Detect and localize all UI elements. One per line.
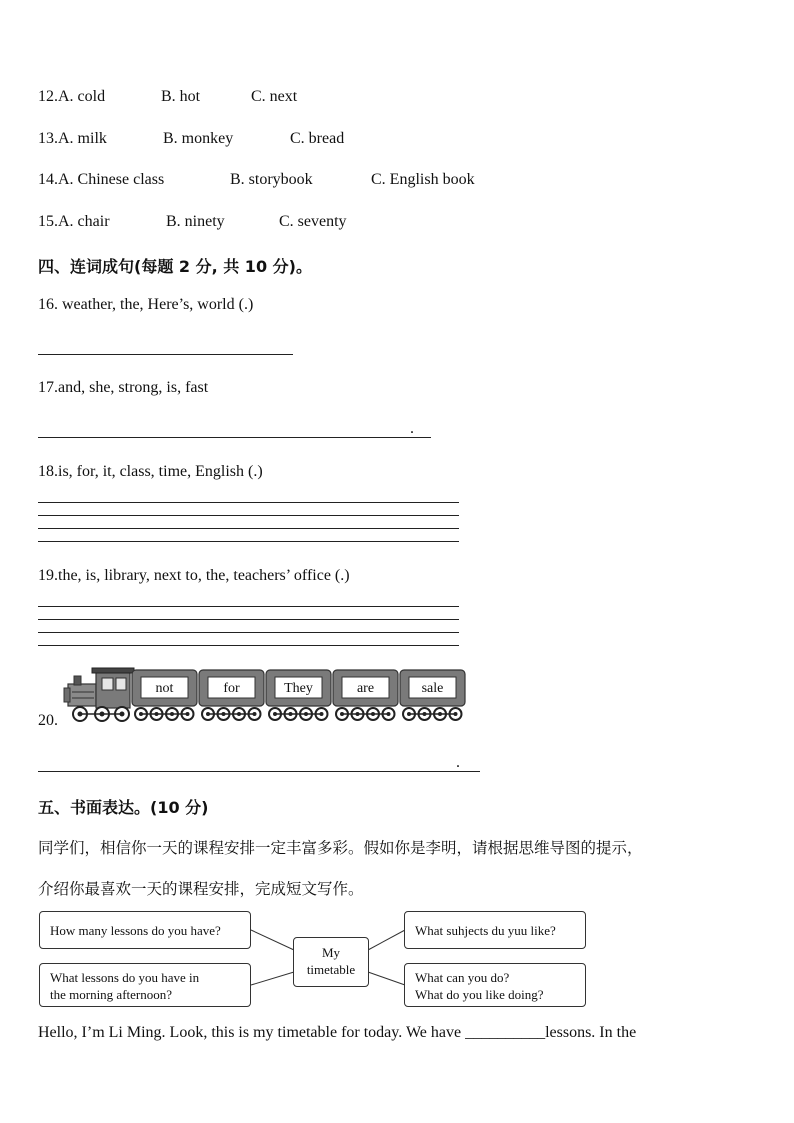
option-b: B. hot: [161, 88, 201, 105]
essay-text-cont: lessons. In the: [545, 1024, 637, 1041]
instruction-line-1: 同学们，相信你一天的课程安排一定丰富多彩。假如你是李明，请根据思维导图的提示，: [38, 839, 643, 857]
section-5-title: 五、书面表达。(10 分): [38, 798, 209, 817]
option-c: C. bread: [290, 130, 345, 147]
question-number: 12.: [38, 88, 58, 105]
mindmap-text: What can you do?: [415, 970, 510, 985]
mindmap-box-lessons-count: [39, 911, 251, 949]
option-c: C. next: [251, 88, 298, 105]
word-card-text: are: [356, 681, 375, 696]
word-card-text: They: [284, 681, 313, 696]
question-16: 16. weather, the, Here’s, world (.): [38, 296, 254, 313]
instruction-line-2: 介绍你最喜欢一天的课程安排，完成短文写作。: [38, 880, 364, 898]
option-a: A. cold: [58, 88, 106, 105]
mindmap-text: the morning afternoon?: [50, 987, 173, 1002]
option-b: B. storybook: [230, 171, 313, 188]
mindmap-center-box: [293, 937, 369, 987]
option-a: A. Chinese class: [58, 171, 165, 188]
option-a: A. milk: [58, 130, 107, 147]
sentence-end-period: .: [410, 420, 414, 437]
mindmap-text: What suhjects du yuu like?: [415, 923, 556, 938]
mindmap-text: What lessons do you have in: [50, 970, 200, 985]
essay-line: [38, 1024, 636, 1042]
question-number: 15.: [38, 213, 58, 230]
question-20-number: 20.: [38, 712, 58, 729]
question-18: 18.is, for, it, class, time, English (.): [38, 463, 263, 480]
essay-blank[interactable]: __________: [465, 1024, 546, 1041]
sentence-end-period: .: [456, 754, 460, 771]
section-4-title: 四、连词成句(每题 2 分, 共 10 分)。: [38, 257, 312, 276]
word-card-text: not: [155, 681, 174, 696]
question-17: 17.and, she, strong, is, fast: [38, 379, 209, 396]
word-card-text: sale: [421, 681, 444, 696]
option-b: B. ninety: [166, 213, 225, 230]
option-a: A. chair: [58, 213, 110, 230]
question-number: 14.: [38, 171, 58, 188]
essay-text: Hello, I’m Li Ming. Look, this is my timetable for today. We have: [38, 1024, 462, 1041]
mindmap-box-lessons-time: [39, 963, 251, 1007]
option-c: C. English book: [371, 171, 475, 188]
mindmap-text: What do you like doing?: [415, 987, 544, 1002]
option-b: B. monkey: [163, 130, 234, 147]
option-c: C. seventy: [279, 213, 347, 230]
mindmap-box-activities: [404, 963, 586, 1007]
mindmap-text: How many lessons do you have?: [50, 923, 221, 938]
word-card-text: for: [223, 681, 240, 696]
question-number: 13.: [38, 130, 58, 147]
mindmap-center-text: timetable: [306, 962, 356, 977]
mindmap-center-text: My: [321, 945, 341, 960]
mindmap-box-subjects: [404, 911, 586, 949]
question-19: 19.the, is, library, next to, the, teachers’ office (.): [38, 567, 350, 584]
